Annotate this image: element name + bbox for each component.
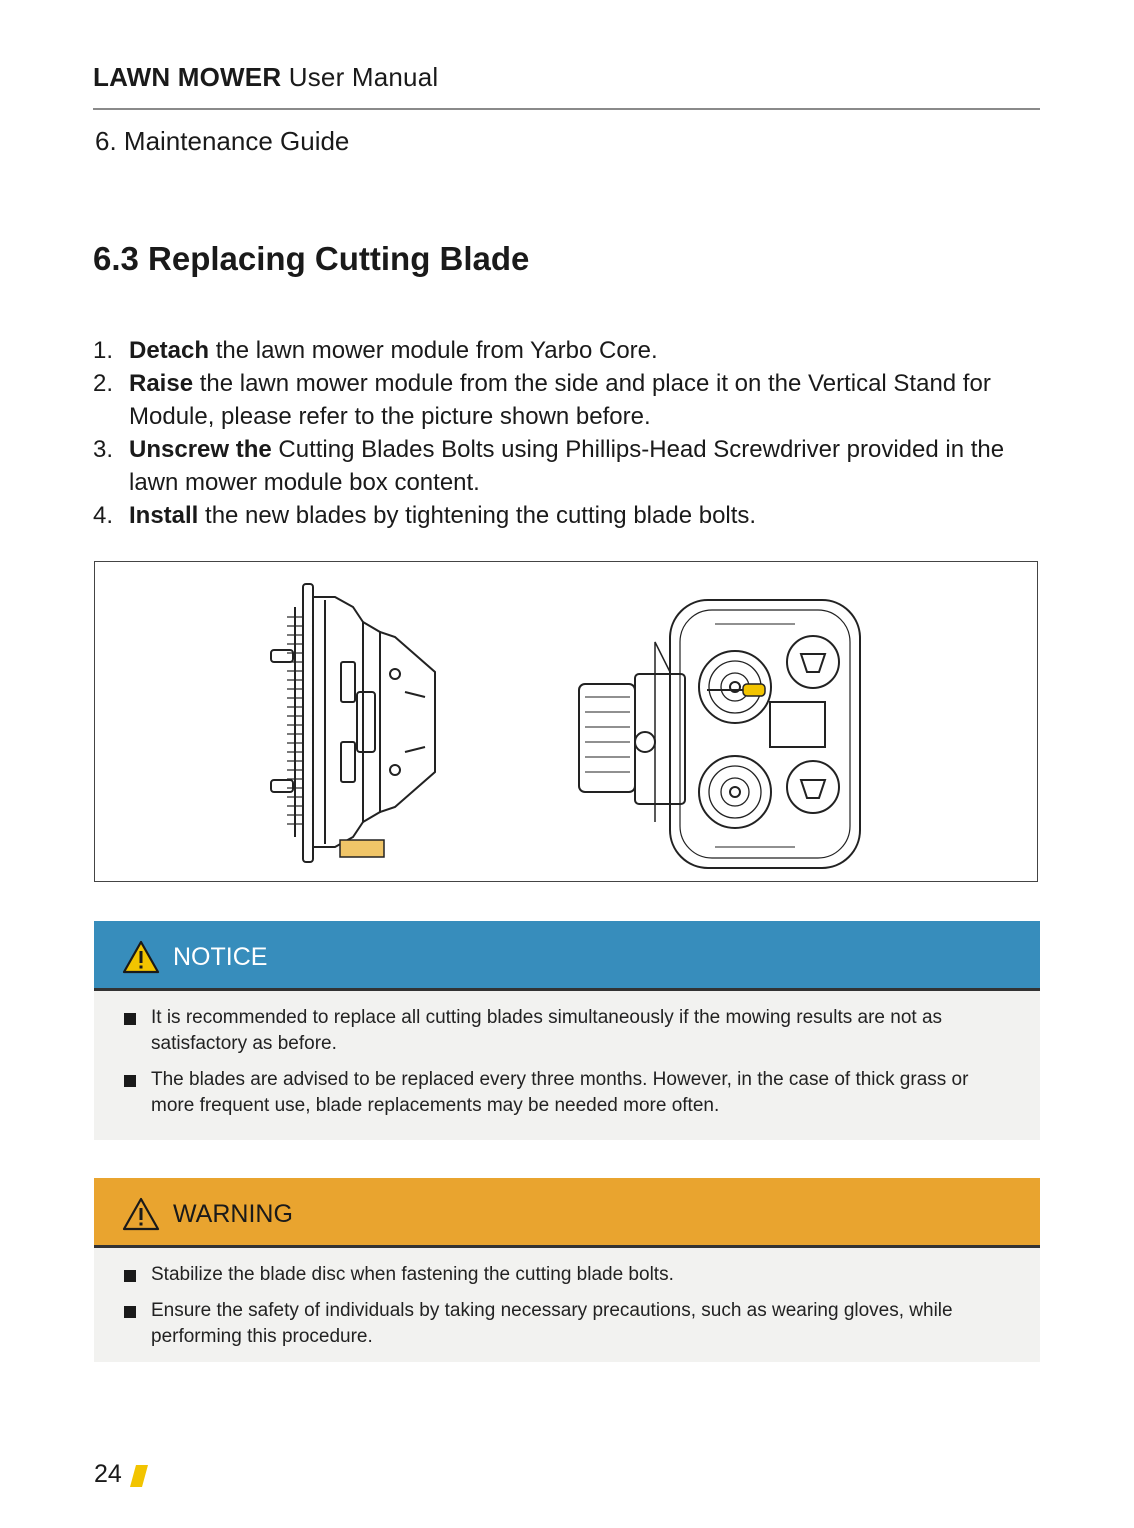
notice-text: It is recommended to replace all cutting blades simultaneously if the mowing results are not as satisfactory as before. (151, 1007, 943, 1054)
document-header (93, 62, 438, 93)
list-item (124, 1298, 1000, 1350)
step-item (93, 499, 1043, 532)
step-item (93, 433, 1043, 499)
step-number: 4. (93, 502, 114, 529)
mower-illustration (94, 561, 1038, 882)
warning-header (94, 1178, 1040, 1248)
mower-foot-pad (340, 840, 384, 857)
list-item (124, 1262, 1000, 1288)
bullet-square-icon (124, 1270, 136, 1282)
step-action: Install (129, 502, 199, 529)
warning-label: WARNING (173, 1200, 293, 1228)
warning-text: Ensure the safety of individuals by taking necessary precautions, such as wearing gloves, while performing this procedure. (151, 1300, 953, 1347)
page-number: 24 (94, 1460, 122, 1488)
mower-bottom-view (579, 600, 860, 868)
bullet-square-icon (124, 1306, 136, 1318)
step-text: the new blades by tightening the cutting blade bolts. (198, 502, 757, 529)
step-action: Detach (129, 337, 210, 364)
page-title: 6.3 Replacing Cutting Blade (93, 240, 530, 277)
step-action: Unscrew the (129, 436, 272, 463)
step-number: 1. (93, 337, 114, 364)
header-rule (93, 108, 1040, 110)
step-text: Cutting Blades Bolts using Phillips-Head Screwdriver provided in the lawn mower module box content. (129, 436, 1005, 496)
step-action: Raise (129, 370, 194, 397)
warning-triangle-icon (122, 1197, 160, 1231)
steps-list (93, 334, 1043, 532)
step-item (93, 334, 1043, 367)
notice-box (94, 921, 1040, 1140)
step-item (93, 367, 1043, 433)
header-brand: LAWN MOWER (93, 62, 282, 92)
screwdriver-icon (707, 684, 765, 696)
warning-text: Stabilize the blade disc when fastening the cutting blade bolts. (151, 1264, 674, 1285)
warning-triangle-icon (122, 940, 160, 974)
list-item (124, 1067, 1000, 1119)
mower-side-view (271, 584, 435, 862)
notice-list (94, 991, 1040, 1137)
step-text: the lawn mower module from Yarbo Core. (209, 337, 658, 364)
mower-drawings (95, 562, 1039, 883)
step-number: 3. (93, 436, 114, 463)
step-number: 2. (93, 370, 114, 397)
step-text: the lawn mower module from the side and place it on the Vertical Stand for Module, please refer to the picture shown before. (129, 370, 991, 430)
notice-text: The blades are advised to be replaced every three months. However, in the case of thick grass or more frequent use, blade replacements may be needed more often. (151, 1069, 969, 1116)
bullet-square-icon (124, 1075, 136, 1087)
list-item (124, 1005, 1000, 1057)
header-subtitle: User Manual (288, 62, 439, 92)
notice-header (94, 921, 1040, 991)
section-name: 6. Maintenance Guide (95, 126, 350, 156)
warning-box (94, 1178, 1040, 1362)
page-accent-icon (130, 1465, 148, 1487)
notice-label: NOTICE (173, 943, 268, 971)
warning-list (94, 1248, 1040, 1368)
bullet-square-icon (124, 1013, 136, 1025)
